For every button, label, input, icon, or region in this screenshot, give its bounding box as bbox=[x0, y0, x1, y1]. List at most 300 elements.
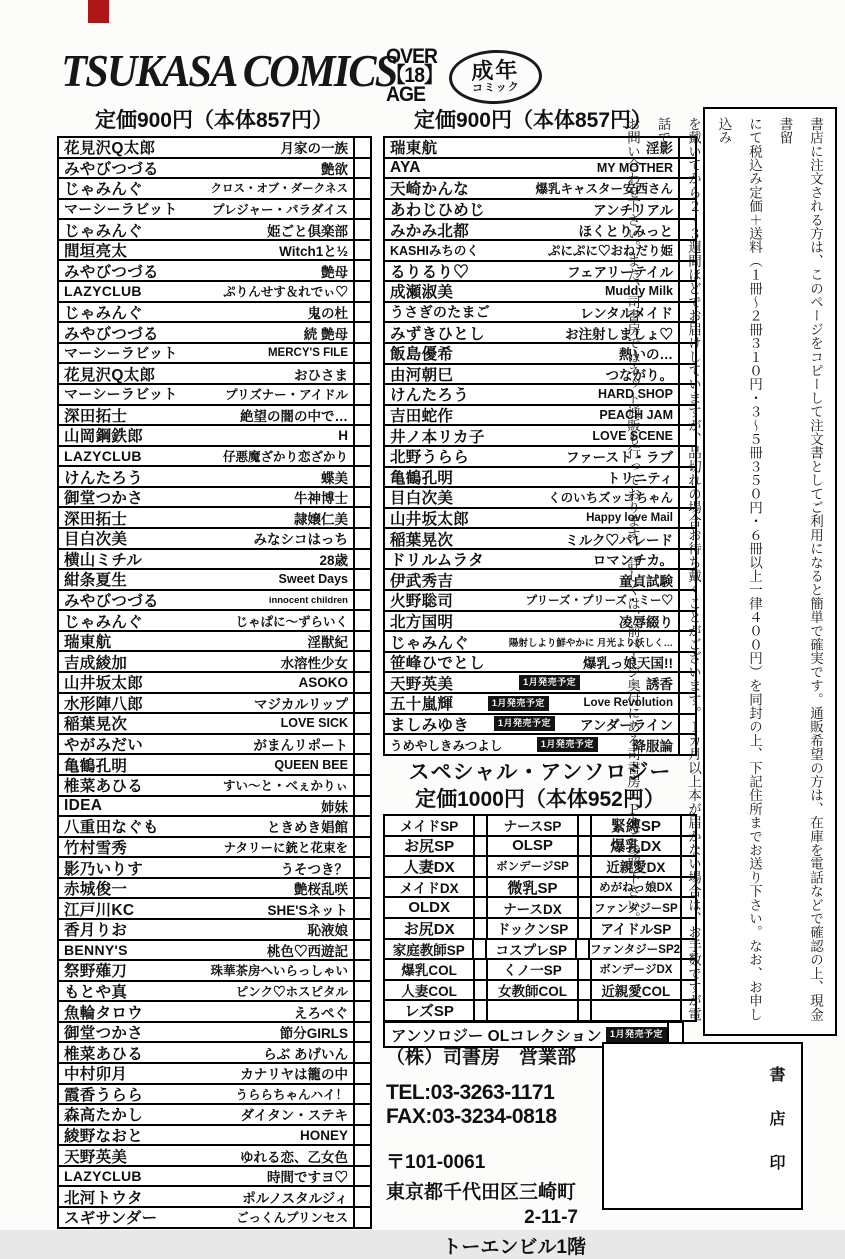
book-title: LOVE SCENE bbox=[592, 428, 673, 443]
anthology-item-label: コスプレSP bbox=[487, 940, 576, 959]
author-name: 影乃いりす bbox=[64, 860, 144, 878]
order-mark-cell bbox=[355, 447, 370, 466]
adult-badge-subtext: コミック bbox=[471, 81, 520, 95]
table-row-main-cell bbox=[59, 570, 355, 589]
catalog-table-left bbox=[57, 136, 372, 1229]
author-name: みやびつづる bbox=[64, 263, 159, 281]
anthology-item-label: お尻DX bbox=[385, 919, 475, 938]
table-row bbox=[59, 261, 370, 282]
ol-collection-label: アンソロジー OLコレクション bbox=[391, 1027, 602, 1045]
table-row-main-cell bbox=[59, 920, 355, 939]
order-mark-cell bbox=[355, 1023, 370, 1042]
table-row-main-cell bbox=[59, 385, 355, 404]
author-name: 竹村雪秀 bbox=[64, 839, 128, 857]
author-name: うめやしきみつよし bbox=[390, 738, 503, 753]
order-mark-cell bbox=[355, 385, 370, 404]
order-mark-cell bbox=[355, 241, 370, 260]
order-mark-cell bbox=[355, 632, 370, 651]
table-row-main-cell bbox=[59, 817, 355, 836]
author-name: 椎菜あひる bbox=[64, 778, 144, 796]
order-mark-cell bbox=[355, 1146, 370, 1165]
table-row bbox=[59, 1023, 370, 1044]
table-row bbox=[59, 467, 370, 488]
author-name: あわじひめじ bbox=[390, 202, 485, 220]
author-name: 赤城俊一 bbox=[64, 881, 128, 899]
order-mark-cell bbox=[355, 364, 370, 383]
anthology-item-label: ファンタジーSP bbox=[592, 898, 682, 917]
order-mark-cell bbox=[355, 508, 370, 527]
order-mark-cell bbox=[475, 816, 488, 835]
order-note-column: にて税込み定価＋送料（１冊〜２冊３１０円・３〜５冊３５０円・６冊以上一律４００円）を同封の上、下記住所までお送り下さい。なお、お申し込み bbox=[716, 117, 762, 1022]
publisher-address-line2: 2-11-7 bbox=[524, 1207, 578, 1228]
order-mark-cell bbox=[355, 1085, 370, 1104]
table-row-main-cell bbox=[59, 1187, 355, 1206]
table-row-main-cell bbox=[59, 550, 355, 569]
bookstore-stamp-label: 書店印 bbox=[767, 1066, 784, 1198]
order-mark-cell bbox=[355, 220, 370, 239]
table-row bbox=[59, 385, 370, 406]
table-row bbox=[59, 591, 370, 612]
book-title: みなシコはっち bbox=[253, 532, 348, 548]
table-row bbox=[59, 550, 370, 571]
author-name: LAZYCLUB bbox=[64, 283, 142, 300]
table-row bbox=[59, 1105, 370, 1126]
table-row-main-cell bbox=[59, 1105, 355, 1124]
book-title: 月家の一族 bbox=[280, 141, 348, 157]
order-mark-cell bbox=[355, 714, 370, 733]
order-mark-cell bbox=[355, 899, 370, 918]
anthology-item-label: OLDX bbox=[385, 898, 475, 917]
author-name: 瑞東航 bbox=[64, 634, 112, 652]
author-name: 山岡鋼鉄郎 bbox=[64, 428, 144, 446]
book-title: カナリヤは籠の中 bbox=[240, 1067, 348, 1083]
bookstore-stamp-box bbox=[602, 1042, 803, 1210]
table-row bbox=[59, 323, 370, 344]
author-name: 笹峰ひでとし bbox=[390, 655, 485, 673]
book-title: SHE'Sネット bbox=[267, 902, 348, 918]
table-row bbox=[59, 632, 370, 653]
order-note-column: お問い合わせ下さい。また、司書房ではネット通販も行っております。詳しくは、前ページ奥付にある司書房ＨＰをご参照下さい。 bbox=[625, 117, 640, 926]
author-name: 稲葉晃次 bbox=[64, 716, 128, 734]
order-note-column: を戴いてから２・３週間ほどでお届けしていますが、品切れの場合お待ち戴くことがございます。１カ月以上本が届かない場合は、お手数ですが電話で bbox=[655, 117, 701, 1022]
author-name: 飯島優希 bbox=[390, 346, 454, 364]
order-mark-cell bbox=[355, 159, 370, 178]
book-title: 陽射しより鮮やかに 月光より妖しく… bbox=[508, 637, 673, 649]
table-row bbox=[59, 179, 370, 200]
table-row-main-cell bbox=[59, 1064, 355, 1083]
author-name: みずきひとし bbox=[390, 325, 485, 343]
anthology-item-label: メイドSP bbox=[385, 816, 475, 835]
publisher-company: （株）司書房 営業部 bbox=[386, 1047, 577, 1068]
table-row-main-cell bbox=[59, 735, 355, 754]
anthology-item-label: メイドDX bbox=[385, 878, 475, 897]
author-name: 紺条夏生 bbox=[64, 572, 128, 590]
table-row-main-cell bbox=[59, 447, 355, 466]
author-name: 山井坂太郎 bbox=[390, 510, 470, 528]
order-mark-cell bbox=[355, 858, 370, 877]
author-name: みやびつづる bbox=[64, 593, 159, 611]
book-title: 蝶美 bbox=[321, 470, 348, 486]
author-name: 花見沢Q太郎 bbox=[64, 366, 156, 384]
book-title: ASOKO bbox=[298, 674, 348, 690]
book-title: 絶望の闇の中で… bbox=[240, 408, 348, 424]
author-name: 瑞東航 bbox=[390, 140, 438, 158]
table-row-main-cell bbox=[59, 591, 355, 610]
author-name: 井ノ本リカ子 bbox=[390, 428, 485, 446]
table-row bbox=[59, 1043, 370, 1064]
author-name: 香月りお bbox=[64, 922, 128, 940]
author-name: 御堂つかさ bbox=[64, 490, 144, 508]
book-title: HONEY bbox=[299, 1127, 348, 1143]
over-18-age-mark bbox=[386, 47, 442, 104]
table-row-main-cell bbox=[59, 755, 355, 774]
author-name: 横山ミチル bbox=[64, 551, 143, 569]
table-row bbox=[59, 961, 370, 982]
author-name: 江戸川KC bbox=[64, 901, 135, 919]
table-row-main-cell bbox=[59, 179, 355, 198]
order-mark-cell bbox=[475, 878, 488, 897]
table-row bbox=[59, 694, 370, 715]
anthology-item-label: ドックンSP bbox=[488, 919, 578, 938]
order-mark-cell bbox=[355, 1187, 370, 1206]
release-badge: 1月発売予定 bbox=[606, 1027, 667, 1042]
book-title: 凌辱綴り bbox=[619, 614, 673, 630]
author-name: やがみだい bbox=[64, 737, 144, 755]
book-title: 28歳 bbox=[319, 552, 348, 568]
author-name: IDEA bbox=[64, 796, 103, 814]
author-name: 吉成綾加 bbox=[64, 654, 128, 672]
order-mark-cell bbox=[579, 898, 592, 917]
book-title: MY MOTHER bbox=[596, 160, 673, 175]
book-title: HARD SHOP bbox=[597, 387, 673, 402]
table-row bbox=[59, 447, 370, 468]
anthology-item-label: ナースSP bbox=[488, 816, 578, 835]
anthology-item-label: レズSP bbox=[385, 1001, 475, 1020]
order-mark-cell bbox=[355, 776, 370, 795]
price-line-left: 定価900円（本体857円） bbox=[94, 109, 334, 132]
anthology-item-label: くノ一SP bbox=[488, 960, 578, 979]
table-row bbox=[59, 776, 370, 797]
table-row-main-cell bbox=[59, 529, 355, 548]
author-name: けんたろう bbox=[390, 387, 470, 405]
table-row-main-cell bbox=[59, 138, 355, 157]
author-name: けんたろう bbox=[64, 469, 144, 487]
author-name: 水形陣八郎 bbox=[64, 695, 144, 713]
order-mark-cell bbox=[577, 940, 590, 959]
order-mark-cell bbox=[355, 179, 370, 198]
anthology-item-label: 近親愛COL bbox=[592, 981, 682, 1000]
table-row bbox=[59, 899, 370, 920]
special-anthology-title: スペシャル・アンソロジー bbox=[408, 761, 672, 784]
table-row-main-cell bbox=[59, 1146, 355, 1165]
anthology-item-label: お尻SP bbox=[385, 837, 475, 856]
author-name: じゃみんぐ bbox=[390, 634, 470, 652]
release-badge: 1月発売予定 bbox=[494, 716, 555, 731]
author-name: マーシーラビット bbox=[64, 345, 178, 362]
release-badge: 1月発売予定 bbox=[537, 737, 598, 752]
order-mark-cell bbox=[355, 1043, 370, 1062]
author-name: みやびつづる bbox=[64, 160, 159, 178]
order-mark-cell bbox=[355, 611, 370, 630]
order-mark-cell bbox=[474, 940, 487, 959]
table-row bbox=[59, 735, 370, 756]
table-row bbox=[59, 817, 370, 838]
page-corner-red-mark bbox=[88, 0, 109, 23]
author-name: BENNY'S bbox=[64, 941, 128, 958]
table-row bbox=[59, 755, 370, 776]
author-name: じゃみんぐ bbox=[64, 304, 144, 322]
book-title: 姫ごと倶楽部 bbox=[267, 223, 348, 239]
author-name: 北河トウタ bbox=[64, 1189, 143, 1207]
author-name: 天崎かんな bbox=[390, 181, 470, 199]
anthology-item-label: ボンデージDX bbox=[592, 960, 682, 979]
table-row bbox=[59, 570, 370, 591]
author-name: スギサンダー bbox=[64, 1210, 158, 1228]
book-title: Sweet Days bbox=[278, 572, 348, 587]
anthology-item-label: ナースDX bbox=[488, 898, 578, 917]
table-row-main-cell bbox=[59, 714, 355, 733]
book-title: お注射しましょ♡ bbox=[565, 326, 673, 342]
table-row-main-cell bbox=[59, 797, 355, 816]
table-row-main-cell bbox=[59, 1043, 355, 1062]
author-name: 亀鶴孔明 bbox=[64, 757, 128, 775]
table-row bbox=[59, 652, 370, 673]
order-mark-cell bbox=[355, 303, 370, 322]
author-name: 火野聡司 bbox=[390, 593, 454, 611]
book-title: Muddy Milk bbox=[604, 284, 673, 299]
author-name: KASHIみちのく bbox=[390, 244, 479, 259]
anthology-item-label: 家庭教師SP bbox=[385, 940, 474, 959]
order-mark-cell bbox=[579, 857, 592, 876]
table-row bbox=[59, 1167, 370, 1188]
book-title: おひさま bbox=[294, 367, 348, 383]
price-line-right: 定価900円（本体857円） bbox=[413, 109, 653, 132]
table-row-main-cell bbox=[59, 241, 355, 260]
order-mark-cell bbox=[355, 426, 370, 445]
book-title: ゆれる恋、乙女色 bbox=[240, 1149, 348, 1165]
table-row-main-cell bbox=[59, 1085, 355, 1104]
table-row-main-cell bbox=[59, 426, 355, 445]
table-row-main-cell bbox=[59, 220, 355, 239]
author-name: 稲葉晃次 bbox=[390, 531, 454, 549]
table-row bbox=[59, 303, 370, 324]
table-row-main-cell bbox=[59, 467, 355, 486]
author-name: LAZYCLUB bbox=[64, 1168, 142, 1185]
table-row-main-cell bbox=[59, 303, 355, 322]
table-row-main-cell bbox=[59, 261, 355, 280]
table-row bbox=[59, 364, 370, 385]
book-title: えろぺぐ bbox=[294, 1005, 348, 1021]
order-mark-cell bbox=[355, 817, 370, 836]
order-mark-cell bbox=[355, 591, 370, 610]
age-mark-line: AGE bbox=[386, 83, 426, 106]
table-row bbox=[59, 344, 370, 365]
author-name: LAZYCLUB bbox=[64, 447, 142, 464]
table-row bbox=[59, 529, 370, 550]
order-mark-cell bbox=[355, 1064, 370, 1083]
special-anthology-price: 定価1000円（本体952円） bbox=[415, 788, 665, 811]
author-name: 目白次美 bbox=[64, 531, 128, 549]
author-name: じゃみんぐ bbox=[64, 613, 144, 631]
author-name: るりるり♡ bbox=[390, 263, 470, 281]
order-mark-cell bbox=[355, 920, 370, 939]
book-title: LOVE SICK bbox=[280, 716, 348, 731]
author-name: 吉田蛇作 bbox=[390, 408, 454, 426]
table-row bbox=[59, 1187, 370, 1208]
table-row-main-cell bbox=[59, 200, 355, 219]
author-name: 深田拓士 bbox=[64, 407, 128, 425]
order-mark-cell bbox=[355, 879, 370, 898]
table-row bbox=[59, 1002, 370, 1023]
order-mark-cell bbox=[355, 282, 370, 301]
author-name: 間垣亮太 bbox=[64, 243, 128, 261]
book-title: くのいちズッコちゃん bbox=[548, 491, 673, 506]
order-mark-cell bbox=[355, 200, 370, 219]
order-mark-cell bbox=[355, 261, 370, 280]
table-row-main-cell bbox=[59, 941, 355, 960]
table-row bbox=[59, 1085, 370, 1106]
book-title: 水溶性少女 bbox=[280, 655, 348, 671]
anthology-item-label: 微乳SP bbox=[488, 878, 578, 897]
book-title: 誘香 bbox=[646, 676, 673, 692]
author-name: 伊武秀吉 bbox=[390, 572, 454, 590]
author-name: ドリルムラタ bbox=[390, 552, 485, 570]
publisher-address-line1: 東京都千代田区三崎町 bbox=[386, 1182, 577, 1203]
order-mark-cell bbox=[579, 1001, 592, 1020]
table-row bbox=[59, 611, 370, 632]
order-mark-cell bbox=[355, 982, 370, 1001]
anthology-item-label: 女教師COL bbox=[488, 981, 578, 1000]
book-title: 淫獣紀 bbox=[307, 635, 348, 651]
author-name: 亀鶴孔明 bbox=[390, 469, 454, 487]
author-name: 北野うらら bbox=[390, 449, 470, 467]
order-mark-cell bbox=[579, 816, 592, 835]
book-title: ぷりんせす＆れでぃ♡ bbox=[223, 285, 348, 300]
book-title: PEACH JAM bbox=[599, 408, 673, 423]
publisher-tel: TEL:03-3263-1171 bbox=[386, 1081, 555, 1104]
book-title: 珠華茶房へいらっしゃい bbox=[210, 964, 348, 979]
order-mark-cell bbox=[355, 406, 370, 425]
order-mark-cell bbox=[355, 694, 370, 713]
publisher-contact-block bbox=[386, 1042, 586, 1259]
order-mark-cell bbox=[475, 981, 488, 1000]
book-title: アンチリアル bbox=[593, 203, 673, 219]
book-title: ナタリーに銃と花束を bbox=[223, 840, 348, 855]
table-row-main-cell bbox=[59, 838, 355, 857]
author-name: 北方国明 bbox=[390, 613, 454, 631]
book-title: Happy love Mail bbox=[586, 511, 673, 524]
table-row-main-cell bbox=[59, 858, 355, 877]
author-name: 天野英美 bbox=[64, 1148, 128, 1166]
book-title: ほくとりみっと bbox=[578, 223, 673, 239]
book-title: 姉妹 bbox=[321, 799, 348, 815]
book-title: innocent children bbox=[268, 594, 348, 606]
author-name: 霞香うらら bbox=[64, 1086, 144, 1104]
order-mark-cell bbox=[355, 735, 370, 754]
age-mark-line: 【18】 bbox=[386, 64, 443, 87]
book-title: ごっくんプリンセス bbox=[236, 1211, 348, 1226]
book-title: つながり。 bbox=[605, 367, 673, 383]
table-row-main-cell bbox=[59, 961, 355, 980]
book-title: 熱いの… bbox=[619, 347, 673, 363]
table-row bbox=[59, 858, 370, 879]
anthology-item-label: 人妻COL bbox=[385, 981, 475, 1000]
publisher-fax: FAX:03-3234-0818 bbox=[386, 1105, 557, 1128]
table-row bbox=[59, 982, 370, 1003]
book-title: プレジャー・パラダイス bbox=[212, 203, 348, 218]
book-title: 艶桜乱咲 bbox=[294, 882, 348, 898]
author-name: 由河朝巳 bbox=[390, 366, 454, 384]
author-name: 天野英美 bbox=[390, 675, 454, 693]
table-row-main-cell bbox=[59, 982, 355, 1001]
book-title: ダイタン・ステキ bbox=[240, 1108, 348, 1124]
anthology-item-label: めがねっ娘DX bbox=[592, 878, 682, 897]
book-title: 続 艶母 bbox=[303, 326, 348, 342]
order-mark-cell bbox=[475, 919, 488, 938]
table-row bbox=[59, 488, 370, 509]
table-row bbox=[59, 1126, 370, 1147]
table-row-main-cell bbox=[59, 776, 355, 795]
author-name: うさぎのたまご bbox=[390, 304, 491, 321]
book-title: プリズナー・アイドル bbox=[225, 388, 348, 403]
book-title: Witch1と½ bbox=[279, 244, 348, 260]
order-mark-cell bbox=[475, 857, 488, 876]
anthology-item-label: アイドルSP bbox=[592, 919, 682, 938]
author-name: 綾野なおと bbox=[64, 1128, 144, 1146]
table-row-main-cell bbox=[59, 1167, 355, 1186]
anthology-item-label: 人妻DX bbox=[385, 857, 475, 876]
book-title: アンダーライン bbox=[579, 717, 673, 733]
publisher-postal-code: 〒101-0061 bbox=[386, 1152, 486, 1173]
table-row-main-cell bbox=[59, 406, 355, 425]
book-title: 仔悪魔ざかり恋ざかり bbox=[222, 449, 348, 464]
order-mark-cell bbox=[355, 550, 370, 569]
order-mark-cell bbox=[355, 652, 370, 671]
order-mark-cell bbox=[475, 1001, 488, 1020]
author-name: もとや真 bbox=[64, 984, 128, 1001]
order-mark-cell bbox=[355, 1167, 370, 1186]
order-mark-cell bbox=[355, 529, 370, 548]
book-title: ポルノスタルジィ bbox=[242, 1190, 348, 1206]
table-row-main-cell bbox=[59, 611, 355, 630]
book-title: マジカルリップ bbox=[254, 696, 348, 712]
order-mark-cell bbox=[355, 570, 370, 589]
book-title: トリニティ bbox=[606, 470, 673, 486]
order-mark-cell bbox=[355, 1126, 370, 1145]
table-row bbox=[59, 241, 370, 262]
author-name: 魚輪タロウ bbox=[64, 1004, 144, 1022]
book-title: ときめき娼館 bbox=[267, 820, 348, 836]
book-title: 艶母 bbox=[321, 264, 348, 280]
book-title: フェアリーテイル bbox=[567, 264, 673, 280]
table-row bbox=[59, 159, 370, 180]
release-badge: 1月発売予定 bbox=[519, 675, 580, 690]
author-name: 御堂つかさ bbox=[64, 1025, 144, 1043]
book-title: ぷにぷに♡おねだり姫 bbox=[547, 244, 673, 259]
anthology-item-label: ファンタジーSP2 bbox=[590, 940, 682, 959]
table-row-main-cell bbox=[59, 488, 355, 507]
table-row-main-cell bbox=[59, 508, 355, 527]
book-title: Love Revolution bbox=[583, 697, 673, 710]
anthology-item-label: 爆乳COL bbox=[385, 960, 475, 979]
table-row-main-cell bbox=[59, 1002, 355, 1021]
book-title: がまんリポート bbox=[253, 738, 348, 754]
order-mark-cell bbox=[355, 323, 370, 342]
publisher-brand-logo: TSUKASA COMICS bbox=[61, 45, 397, 96]
order-mark-cell bbox=[579, 960, 592, 979]
book-title: らぶ あげいん bbox=[263, 1046, 348, 1062]
author-name: 目白次美 bbox=[390, 490, 454, 508]
